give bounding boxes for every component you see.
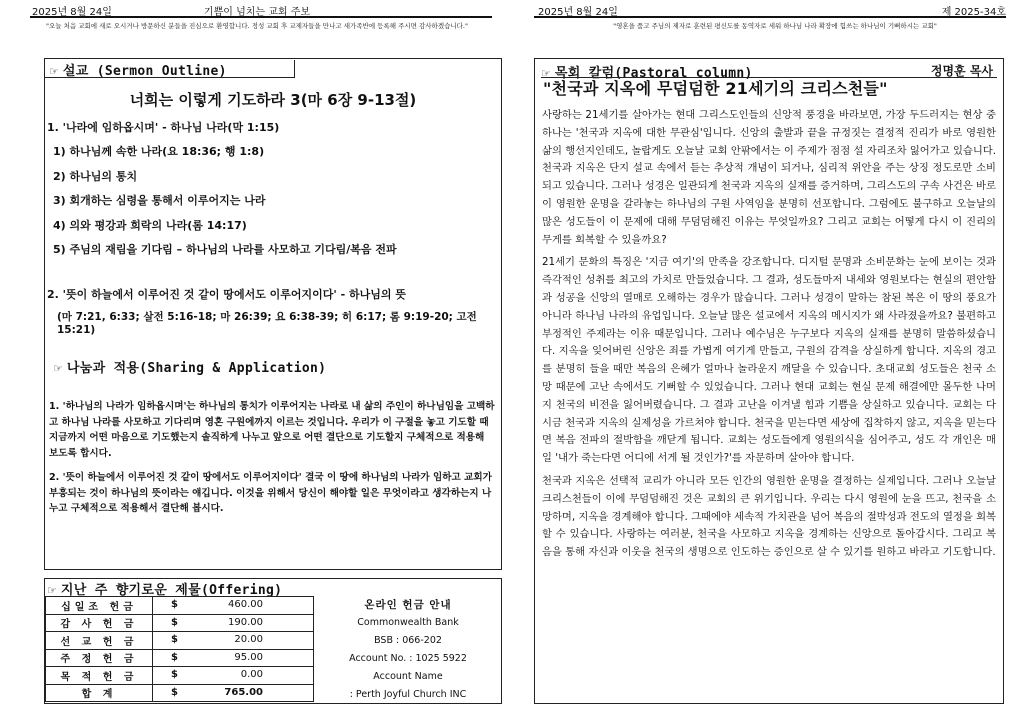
- vision-motto: "영혼을 품고 주님의 제자로 훈련된 평신도를 동역자로 세워 하나님 나라 확장에 힘쓰는 하나님이 기뻐하시는 교회": [613, 22, 937, 30]
- bulletin-date: 2025년 8월 24일: [538, 7, 618, 18]
- author-name: 정명훈 목사: [930, 64, 993, 78]
- application-item: 2. '뜻이 하늘에서 이루어진 것 같이 땅에서도 이루어지이다' 결국 이 땅에 하나님의 나라가 임하고 교회가 부흥되는 것이 하나님의 뜻이라는 얘깁니다. 이것을 위해서 당신이 해야할 일은 무엇이라고 생각하는지 나누고 구체적으로 적용해서 결단해 봅시다.: [49, 472, 492, 514]
- column-paragraph: 21세기 문화의 특징은 '지금 여기'의 만족을 강조합니다. 디지털 문명과 소비문화는 눈에 보이는 것과 즉각적인 성취를 최고의 가치로 만들었습니다. 그 결과, 성도들마저 내세와 영원보다는 현실의 편안함과 성공을 신앙의 열매로 오해하는 경우가 많습니다. 그러나 성경이 말하는 참된 복은 이 땅의 풍요가 아니라 하나님 나라의 유업입니다. 오늘날 많은 설교에서 지옥의 메시지가 왜 사라졌을까요? 불편하고 부정적인 주제라는 이유 때문입니다. 그러나 예수님은 누구보다 지옥의 실재를 분명히 말씀하셨습니다. 지옥을 잊어버린 신앙은 죄를 가볍게 여기게 만들고, 구원의 감격을 상실하게 합니다. 지옥의 경고를 분명히 들을 때만 복음의 은혜가 얼마나 놀라운지 깨달을 수 있습니다. 초대교회 성도들은 천국 소망 때문에 고난 속에서도 기뻐할 수 있었습니다. 그러나 현대 교회는 현실 문제 해결에만 몰두한 나머지 천국의 비전을 잃어버렸습니다. 그 결과 고난을 이겨낼 힘과 기쁨을 상실하고 있습니다. 교회는 다시금 천국과 지옥의 실제성을 가르쳐야 합니다. 천국을 믿는다면 세상에 집착하지 않고, 지옥을 믿는다면 복음 전파의 절박함을 깨닫게 됩니다. 교회는 성도들에게 영원의식을 심어주고, 성도 각 개인은 매일 '내가 죽는다면 어디에 서게 될 것인가?'를 자문하며 살아야 합니다.: [542, 256, 996, 465]
- offering-heading: ☞ 지난 주 향기로운 제물(Offering): [47, 583, 283, 598]
- sermon-point-2-refs: (마 7:21, 6:33; 살전 5:16-18; 마 26:39; 요 6:38-39; 히 6:17; 롬 9:19-20; 고전 15:21): [57, 310, 477, 336]
- offering-table: [45, 596, 314, 702]
- offering-row: 선 교 헌 금 $ 20.00: [46, 632, 314, 650]
- column-body: [542, 107, 996, 567]
- offering-total-row: 합 계 $ 765.00: [46, 684, 314, 702]
- sermon-point-2: 2. '뜻이 하늘에서 이루어진 것 같이 땅에서도 이루어지이다' - 하나님의 뜻: [47, 287, 406, 301]
- header-rule: [534, 16, 1006, 18]
- pastoral-column-box: [534, 58, 1004, 704]
- pointing-hand-icon: ☞: [47, 584, 57, 597]
- sermon-point-1: 1. '나라에 임하옵시며' - 하나님 나라(막 1:15): [47, 121, 280, 134]
- application-list: [49, 399, 495, 517]
- left-page: [12, 0, 502, 720]
- online-offering-line: : Perth Joyful Church INC: [349, 689, 467, 700]
- pastoral-column-heading: ☞ 목회 칼럼(Pastoral column) 정명훈 목사: [541, 64, 993, 81]
- right-page: [530, 0, 1018, 720]
- column-title: "천국과 지옥에 무덤덤한 21세기의 크리스천들": [543, 79, 888, 98]
- online-offering-line: Account Name: [373, 671, 443, 682]
- column-paragraph: 천국과 지옥은 선택적 교리가 아니라 모든 인간의 영원한 운명을 결정하는 실제입니다. 그러나 오늘날 크리스천들이 이에 무덤덤해진 것은 교회의 큰 위기입니다. 우리는 다시 영원에 눈을 뜨고, 천국을 소망하며, 지옥을 경계해야 합니다. 그때에야 세속적 가치관을 넘어 복음의 절박성과 전도의 열정을 회복할 수 있습니다. 사랑하는 여러분, 천국을 사모하고 지옥을 경계하는 신앙으로 돌아갑시다. 그리고 복음을 통해 자신과 이웃을 천국의 생명으로 인도하는 증인으로 살 수 있기를 원하고 바라고 기도합니다.: [542, 474, 996, 559]
- left-header: [12, 3, 502, 17]
- header-rule: [30, 16, 492, 18]
- issue-number: 제 2025-34호: [941, 7, 1006, 18]
- online-offering-line: Commonwealth Bank: [357, 617, 459, 628]
- offering-box: [44, 578, 502, 704]
- online-offering-line: Account No. : 1025 5922: [349, 653, 467, 664]
- pointing-hand-icon: ☞: [541, 67, 551, 80]
- pointing-hand-icon: ☞: [53, 362, 63, 375]
- online-offering-line: BSB : 066-202: [374, 635, 442, 646]
- offering-row: 십일조 헌금 $ 460.00: [46, 597, 314, 615]
- application-heading: ☞ 나눔과 적용(Sharing & Application): [53, 361, 327, 376]
- sermon-box: [44, 58, 502, 570]
- welcome-motto: "오늘 처음 교회에 새로 오시거나 방문하신 분들을 진심으로 환영합니다. 정성 교회 후 교제자들을 만나고 새가족반에 등록해 주시면 감사하겠습니다.": [46, 22, 468, 30]
- offering-row: 주 정 헌 금 $ 95.00: [46, 649, 314, 667]
- sermon-sub-item: 5) 주님의 재림을 기다림 – 하나님의 나라를 사모하고 기다림/복음 전파: [53, 243, 397, 256]
- pointing-hand-icon: ☞: [49, 65, 59, 78]
- online-offering-title: 온라인 헌금 안내: [364, 599, 452, 611]
- sermon-sub-item: 1) 하나님께 속한 나라(요 18:36; 행 1:8): [53, 145, 265, 158]
- offering-row: 목 적 헌 금 $ 0.00: [46, 667, 314, 685]
- sermon-sub-item: 4) 의와 평강과 희락의 나라(롬 14:17): [53, 218, 247, 232]
- right-header: [530, 3, 1018, 17]
- sermon-title: 너희는 이렇게 기도하라 3(마 6장 9-13절): [129, 91, 417, 109]
- sermon-sub-item: 3) 회개하는 심령을 통해서 이루어지는 나라: [53, 194, 266, 207]
- offering-row: 감 사 헌 금 $ 190.00: [46, 614, 314, 632]
- bulletin-date: 2025년 8월 24일: [32, 7, 112, 18]
- online-offering-info: [315, 596, 501, 703]
- sermon-heading: ☞ 설교 (Sermon Outline): [45, 60, 295, 78]
- bulletin-name: 기쁨이 넘치는 교회 주보: [203, 7, 311, 18]
- sermon-sub-item: 2) 하나님의 통치: [53, 169, 138, 183]
- column-paragraph: 사랑하는 21세기를 살아가는 현대 그리스도인들의 신앙적 풍경을 바라보면, 가장 두드러지는 현상 중 하나는 '천국과 지옥에 대한 무관심'입니다. 신앙의 출발과 끝을 규정짓는 결정적 진리가 바로 영원한 삶의 행선지인데도, 놀랍게도 오늘날 교회 안팎에서는 이 주제가 점점 설 자리조차 잃어가고 있습니다. 천국과 지옥은 단지 설교 속에서 듣는 추상적 개념이 되거나, 심리적 위안을 주는 상징 정도로만 소비되고 있습니다. 그러나 성경은 일관되게 천국과 지옥의 실재를 증거하며, 그리스도의 구속 사건은 바로 이 영원한 운명을 갈라놓는 하나님의 구원 사역임을 분명히 선포합니다. 그럼에도 불구하고 오늘날의 많은 성도들이 이 문제에 대해 무덤덤해진 이유는 무엇일까요? 그리고 교회는 어떻게 다시 이 진리의 무게를 회복할 수 있을까요?: [542, 109, 996, 246]
- application-item: 1. '하나님의 나라가 임하옵시며'는 하나님의 통치가 이루어지는 나라로 내 삶의 주인이 하나님임을 고백하고 하나님 나라를 사모하고 기다리며 영혼 구원에까지 이르는 것입니다. 우리가 이 구절을 놓고 기도할 때 지금까지 어떤 마음으로 기도했는지 솔직하게 나누고 앞으로 어떤 결단으로 기도할지 구체적으로 적용해 보도록 합시다.: [49, 401, 495, 459]
